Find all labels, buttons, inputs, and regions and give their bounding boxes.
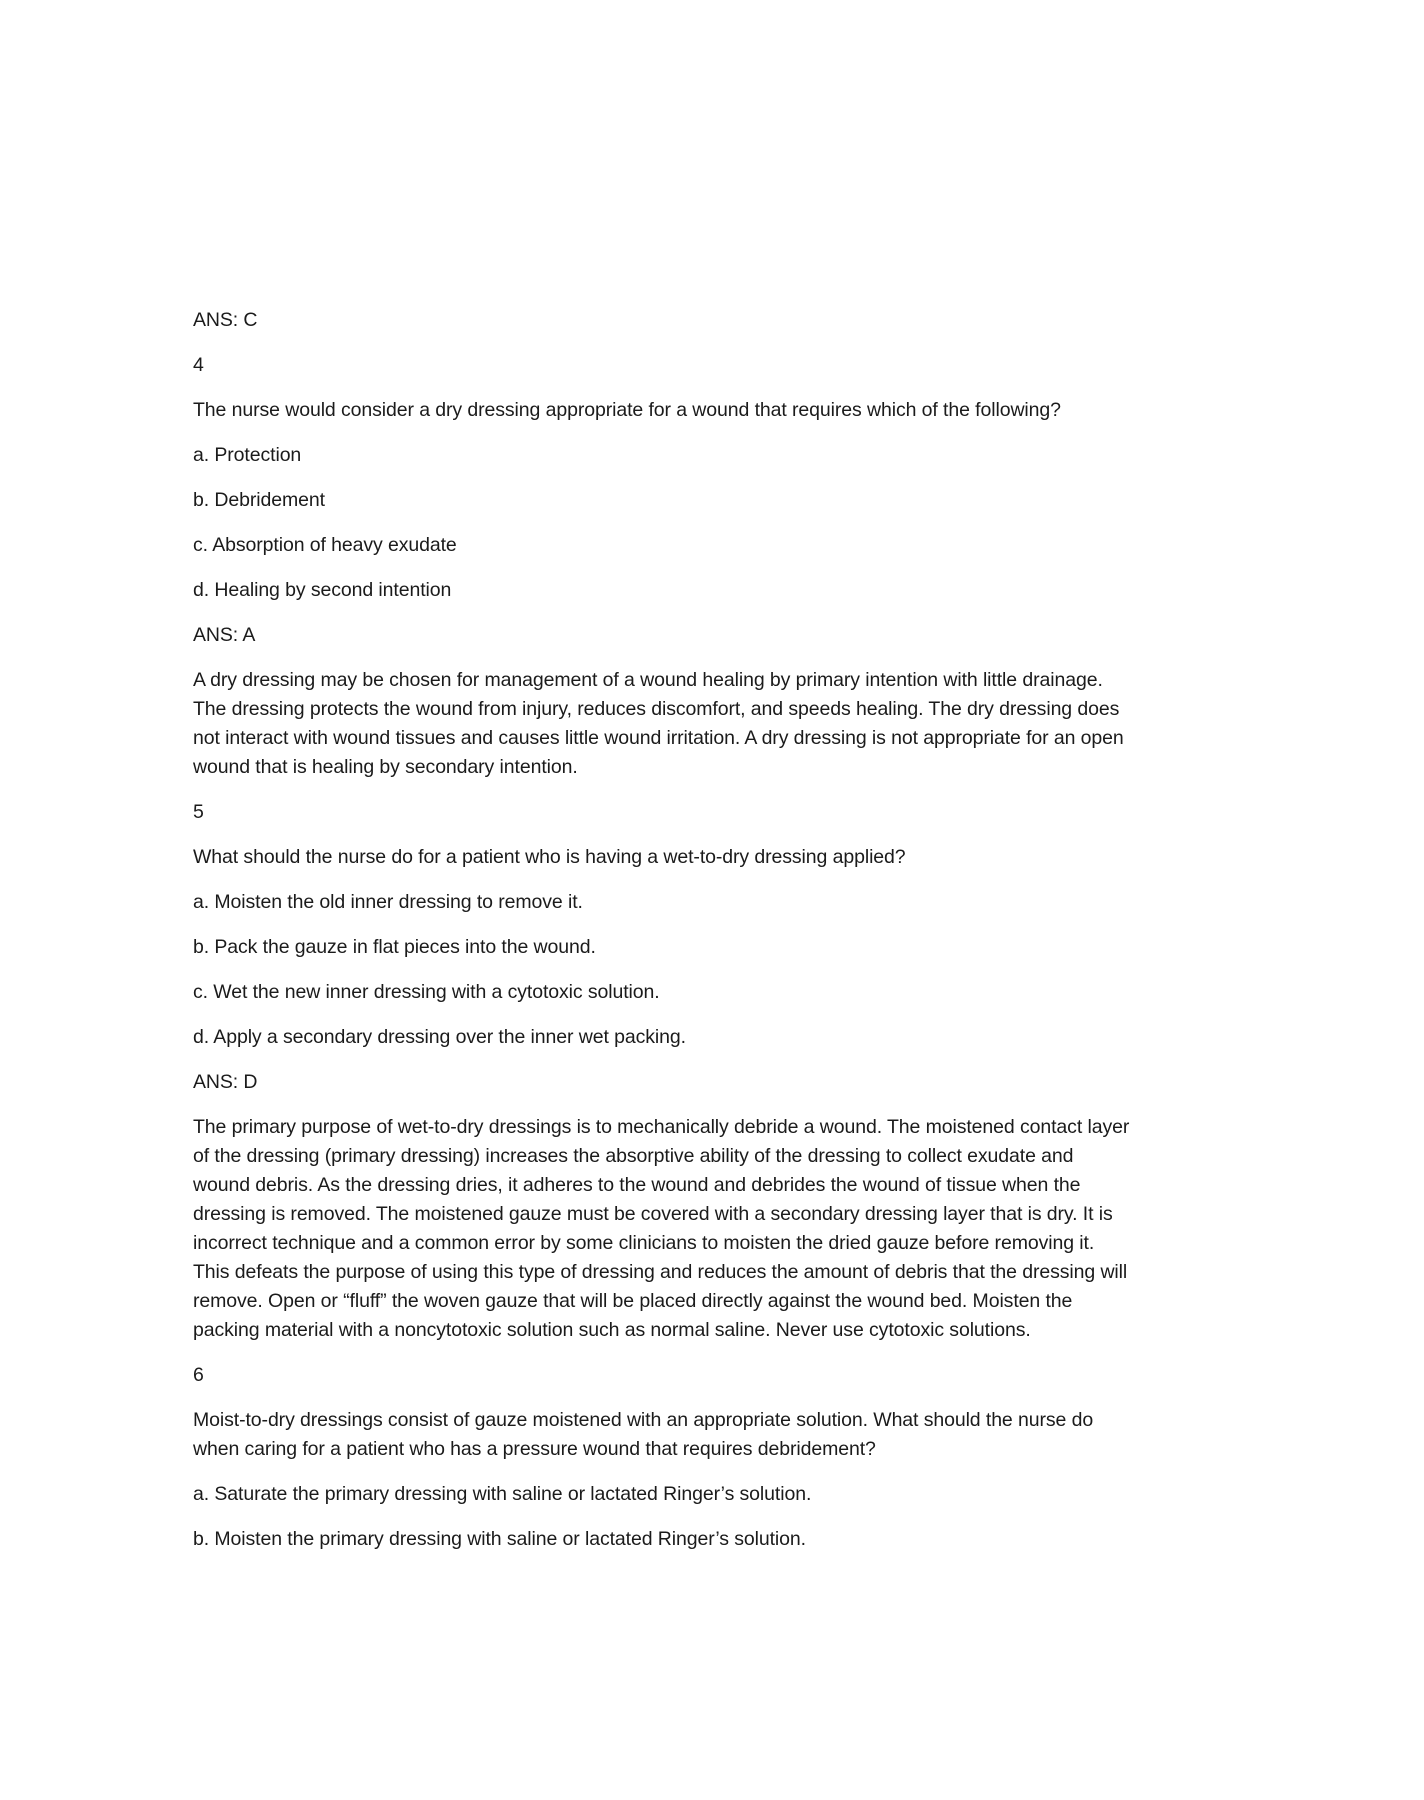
option-a: a. Moisten the old inner dressing to remove it. [193,891,583,913]
option-b: b. Moisten the primary dressing with saline or lactated Ringer’s solution. [193,1528,806,1550]
rationale-paragraph: A dry dressing may be chosen for management of a wound healing by primary intention with little drainage. The dressing protects the wound from injury, reduces discomfort, and speeds healing. The dry dressing does not interact with wound tissues and causes little wound irritation. A dry dressing is not appropriate for an open wound that is healing by secondary intention. [193,669,1124,778]
answer-line: ANS: D [193,1071,258,1093]
question-text: Moist-to-dry dressings consist of gauze moistened with an appropriate solution. What should the nurse do when caring for a patient who has a pressure wound that requires debridement? [193,1409,1094,1460]
question-number: 5 [193,801,204,823]
option-a: a. Protection [193,444,302,466]
option-c: c. Absorption of heavy exudate [193,534,457,556]
question-text: What should the nurse do for a patient who is having a wet-to-dry dressing applied? [193,846,906,868]
answer-line: ANS: A [193,624,256,646]
option-b: b. Debridement [193,489,325,511]
question-text: The nurse would consider a dry dressing appropriate for a wound that requires which of the following? [193,399,1061,421]
answer-line: ANS: C [193,309,258,331]
rationale-paragraph: The primary purpose of wet-to-dry dressings is to mechanically debride a wound. The moistened contact layer of the dressing (primary dressing) increases the absorptive ability of the dressing to collect exudate and wound debris. As the dressing dries, it adheres to the wound and debrides the wound of tissue when the dressing is removed. The moistened gauze must be covered with a secondary dressing layer that is dry. It is incorrect technique and a common error by some clinicians to moisten the dried gauze before removing it. This defeats the purpose of using this type of dressing and reduces the amount of debris that the dressing will remove. Open or “fluff” the woven gauze that will be placed directly against the wound bed. Moisten the packing material with a noncytotoxic solution such as normal saline. Never use cytotoxic solutions. [193,1116,1130,1341]
document-page [193,306,1133,1570]
question-number: 4 [193,354,204,376]
question-number: 6 [193,1364,204,1386]
option-c: c. Wet the new inner dressing with a cytotoxic solution. [193,981,660,1003]
option-d: d. Apply a secondary dressing over the inner wet packing. [193,1026,686,1048]
option-b: b. Pack the gauze in flat pieces into the wound. [193,936,596,958]
option-d: d. Healing by second intention [193,579,452,601]
option-a: a. Saturate the primary dressing with saline or lactated Ringer’s solution. [193,1483,812,1505]
